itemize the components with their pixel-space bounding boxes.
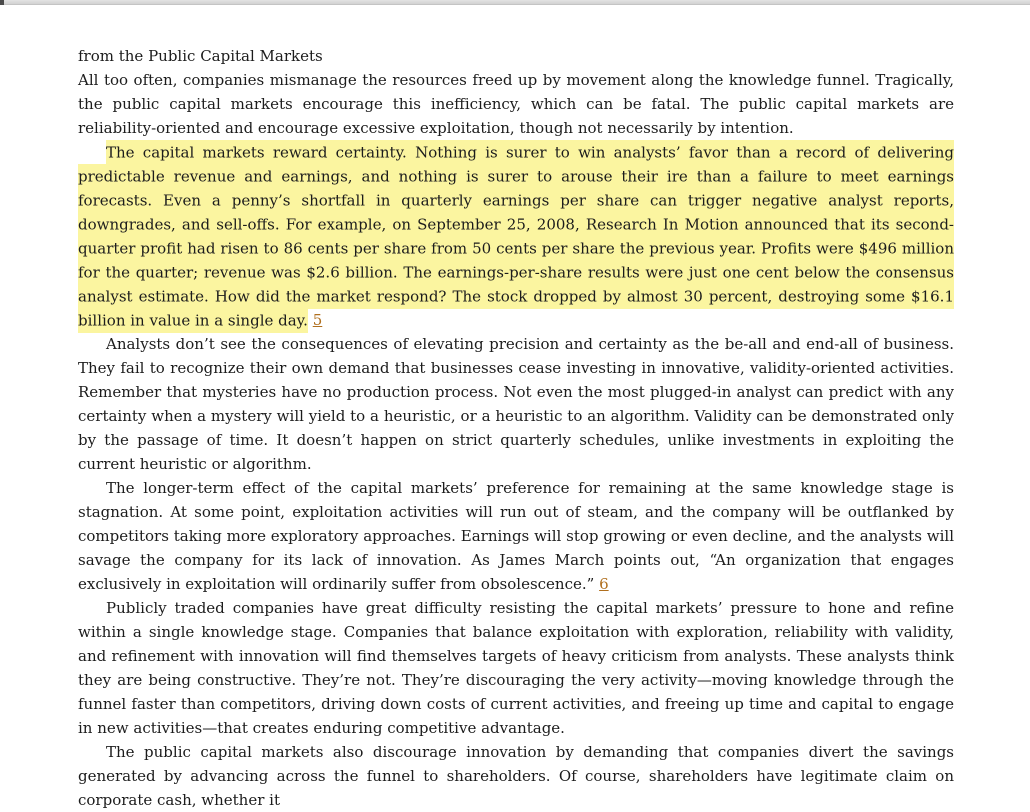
section-heading: from the Public Capital Markets <box>78 47 323 65</box>
book-page-content <box>78 44 954 812</box>
paragraph-longer-term-text: The longer-term effect of the capital markets’ preference for remaining at the same knowledge stage is stagnation. At some point, exploitation activities will run out of steam, and the company will be outflanked by competitors taking more exploratory approaches. Earnings will stop growing or even decline, and the analysts will savage the company for its lack of innovation. As James March points out, “An organization that engages exclusively in exploitation will ordinarily suffer from obsolescence.” <box>78 479 954 593</box>
highlighted-passage[interactable]: The capital markets reward certainty. Nothing is surer to win analysts’ favor than a record of delivering predictable revenue and earnings, and nothing is surer to arouse their ire than a failure to meet earnings forecasts. Even a penny’s shortfall in quarterly earnings per share can trigger negative analyst reports, downgrades, and sell-offs. For example, on September 25, 2008, Research In Motion announced that its second-quarter profit had risen to 86 cents per share from 50 cents per share the previous year. Profits were $496 million for the quarter; revenue was $2.6 billion. The earnings-per-share results were just one cent below the consensus analyst estimate. How did the market respond? The stock dropped by almost 30 percent, destroying some $16.1 billion in value in a single day. <box>78 140 954 333</box>
paragraph-analysts: Analysts don’t see the consequences of elevating precision and certainty as the be-all and end-all of business. They fail to recognize their own demand that businesses cease investing in innovative, validity-oriented activities. Remember that mysteries have no production process. Not even the most plugged-in analyst can predict with any certainty when a mystery will yield to a heuristic, or a heuristic to an algorithm. Validity can be demonstrated only by the passage of time. It doesn’t happen on strict quarterly schedules, unlike investments in exploiting the current heuristic or algorithm. <box>78 335 954 473</box>
window-corner-mark <box>0 0 4 5</box>
footnote-link-6[interactable]: 6 <box>599 575 609 593</box>
paragraph-intro: All too often, companies mismanage the resources freed up by movement along the knowledge funnel. Tragically, the public capital markets encourage this inefficiency, which can be fatal. The public capital markets are reliability-oriented and encourage excessive exploitation, though not necessarily by intention. <box>78 71 954 137</box>
footnote-link-5[interactable]: 5 <box>312 311 323 329</box>
window-chrome-edge <box>0 0 1030 5</box>
paragraph-publicly-traded: Publicly traded companies have great difficulty resisting the capital markets’ pressure to hone and refine within a single knowledge stage. Companies that balance exploitation with exploration, reliability with validity, and refinement with innovation will find themselves targets of heavy criticism from analysts. These analysts think they are being constructive. They’re not. They’re discouraging the very activity—moving knowledge through the funnel faster than competitors, driving down costs of current activities, and freeing up time and capital to engage in new activities—that creates enduring competitive advantage. <box>78 599 954 737</box>
paragraph-capital-markets <box>78 140 954 332</box>
paragraph-discourage-innovation: The public capital markets also discourage innovation by demanding that companies divert the savings generated by advancing across the funnel to shareholders. Of course, shareholders have legitimate claim on corporate cash, whether it <box>78 743 954 809</box>
paragraph-longer-term <box>78 476 954 596</box>
